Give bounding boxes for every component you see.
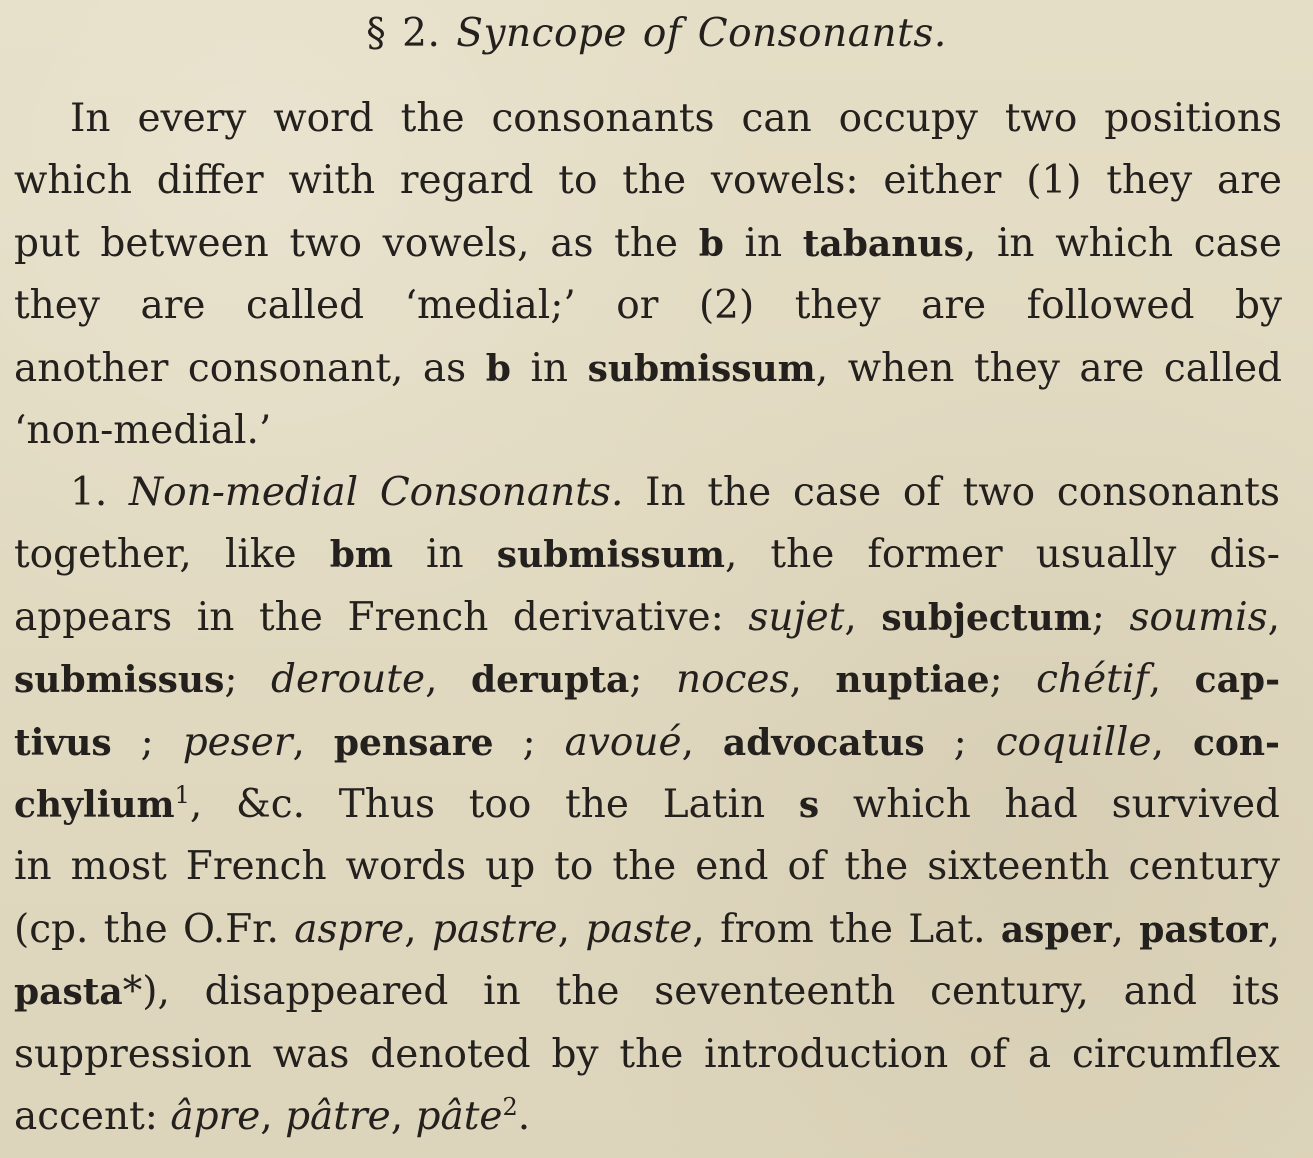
text-run: bm <box>329 534 393 577</box>
paragraph-non-medial-consonants <box>14 462 1280 1148</box>
text-run: submissum <box>587 347 816 390</box>
text-run: ; <box>989 657 1037 703</box>
text-run: in <box>392 532 497 578</box>
text-run: pasta <box>14 971 123 1014</box>
text-run: deroute <box>271 657 426 703</box>
text-line <box>14 774 1280 836</box>
text-run: pastor <box>1139 908 1268 951</box>
text-line <box>14 524 1280 586</box>
text-line <box>14 150 1282 212</box>
text-run: , <box>1148 657 1195 703</box>
text-run: âpre <box>170 1094 261 1140</box>
text-run: pastre <box>432 906 558 952</box>
text-run: derupta <box>470 659 630 702</box>
text-run: coquille <box>995 719 1152 765</box>
text-run: submissum <box>496 534 725 577</box>
text-run: submissus <box>14 659 225 702</box>
text-run: In every word the consonants can occupy two positions <box>70 96 1282 141</box>
text-run: , <box>1267 594 1280 640</box>
text-run: , from the Lat. <box>692 906 1001 952</box>
text-run: noces <box>675 657 790 703</box>
text-run: together, like <box>14 532 330 578</box>
text-run: , <box>260 1094 286 1140</box>
section-number: § 2. <box>366 11 441 56</box>
text-run: advocatus <box>722 721 925 764</box>
text-run: ‘non-medial.’ <box>14 408 272 454</box>
text-run: accent: <box>14 1094 171 1140</box>
text-run: , <box>681 719 723 765</box>
text-run: pensare <box>333 721 494 764</box>
footnote-marker-2: 2 <box>502 1093 518 1122</box>
text-run: , <box>1267 906 1281 952</box>
text-run: , <box>789 657 836 703</box>
text-line <box>14 88 1282 150</box>
text-line <box>14 961 1280 1023</box>
text-run: paste <box>585 906 693 952</box>
text-run: ; <box>493 719 565 765</box>
text-run: suppression was denoted by the introduction of a circumflex <box>14 1031 1280 1077</box>
text-run: nuptiae <box>835 659 990 702</box>
text-run: tabanus <box>802 222 964 265</box>
text-line <box>14 1086 1280 1148</box>
text-run: , <box>425 657 471 703</box>
text-run: pâtre <box>285 1094 391 1140</box>
text-run: soumis <box>1129 594 1268 640</box>
text-run: s <box>798 784 820 827</box>
text-line <box>14 213 1282 275</box>
text-line <box>14 899 1280 961</box>
text-run: *), disappeared in the seventeenth century, and its <box>122 969 1280 1015</box>
text-run: , <box>390 1094 416 1140</box>
text-run: appears in the French derivative: <box>14 594 749 640</box>
text-run: , <box>1111 906 1140 952</box>
text-run: , the former usually dis- <box>724 532 1280 578</box>
text-run: subjectum <box>881 596 1092 639</box>
text-line <box>14 649 1280 711</box>
text-run: ; <box>924 719 996 765</box>
text-run: asper <box>1000 908 1112 951</box>
text-run: (cp. the O.Fr. <box>14 906 295 952</box>
text-run: they are called ‘medial;’ or (2) they are followed by <box>14 283 1282 329</box>
text-run: sujet <box>748 594 845 640</box>
text-run: which differ with regard to the vowels: either (1) they are <box>14 158 1282 204</box>
text-run: , <box>1151 719 1193 765</box>
text-run: chétif <box>1036 657 1149 703</box>
text-run: , <box>844 594 882 640</box>
text-run: cap- <box>1194 659 1281 702</box>
text-run: , <box>404 906 432 952</box>
text-line <box>14 275 1282 337</box>
subsection-number: 1. <box>70 470 108 515</box>
section-title: Syncope of Consonants. <box>456 11 947 56</box>
subsection-heading: Non-medial Consonants. <box>128 470 624 515</box>
text-run: put between two vowels, as the <box>14 220 699 266</box>
text-line <box>14 1024 1280 1086</box>
text-line <box>14 400 1282 462</box>
text-line <box>14 462 1280 524</box>
paragraph-medial-definition <box>14 88 1282 462</box>
text-run: in <box>510 345 588 391</box>
text-line <box>14 587 1280 649</box>
text-run: pâte <box>415 1094 503 1140</box>
text-run: another consonant, as <box>14 345 486 391</box>
text-run: ; <box>111 719 183 765</box>
text-run: in <box>723 220 803 266</box>
text-run: con- <box>1192 721 1280 764</box>
text-run: In the case of two consonants <box>623 470 1280 515</box>
text-run: ; <box>1091 594 1130 640</box>
text-run: b <box>485 347 511 390</box>
text-run: b <box>698 222 724 265</box>
text-run: . <box>517 1094 531 1140</box>
text-run: , in which case <box>963 220 1282 266</box>
section-header <box>0 8 1313 60</box>
footnote-marker-1: 1 <box>174 781 190 810</box>
text-line <box>14 338 1282 400</box>
text-line <box>14 836 1280 898</box>
text-run: , when they are called <box>815 345 1282 391</box>
text-run: , &c. Thus too the Latin <box>189 782 799 828</box>
text-run: tivus <box>14 721 112 764</box>
text-run: ; <box>629 657 676 703</box>
text-run: in most French words up to the end of the sixteenth century <box>14 844 1280 890</box>
text-run: avoué <box>564 719 682 765</box>
text-run: peser <box>182 719 293 765</box>
text-run: which had survived <box>819 782 1280 828</box>
text-run: aspre <box>294 906 405 952</box>
text-line <box>14 712 1280 774</box>
text-run: , <box>292 719 334 765</box>
text-run: ; <box>224 657 272 703</box>
text-run: , <box>557 906 586 952</box>
text-run: chylium <box>14 784 175 827</box>
